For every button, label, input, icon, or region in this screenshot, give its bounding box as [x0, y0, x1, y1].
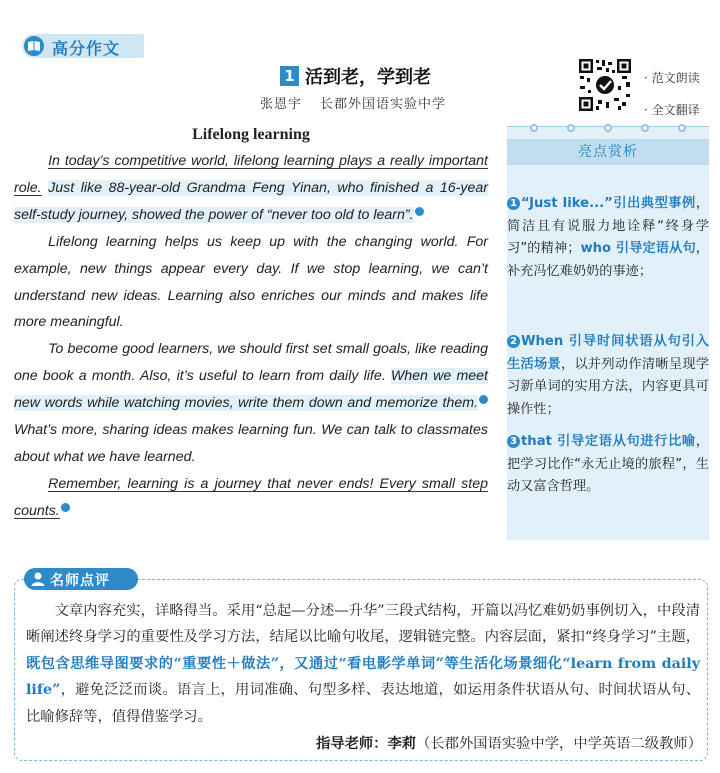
highlight-mark-3: 3 [61, 503, 70, 512]
ring-icon [530, 124, 538, 132]
ring-icon [678, 124, 686, 132]
highlight-item-key-2: who 引导定语从句 [580, 241, 696, 256]
highlight-item-key: “Just like...”引出典型事例 [521, 196, 696, 211]
highlight-item-number: 1 [507, 197, 520, 210]
highlight-item-1 [507, 193, 709, 283]
ring-icon [567, 124, 575, 132]
teacher-credit [316, 733, 702, 753]
comment-text-2: ，避免泛泛而谈。语言上，用词准确、句型多样、表达地道，如运用条件状语从句、时间状语从句、比喻修辞等，值得借鉴学习。 [26, 682, 700, 725]
highlight-item-key: When 引导时间状语从句引入生活场景 [507, 334, 709, 372]
author-school: 长郡外国语实验中学 [320, 97, 447, 112]
book-icon [22, 34, 46, 58]
highlight-item-text: ，把学习比作“永无止境的旅程”，生动又富含哲理。 [507, 434, 709, 494]
teacher-comment-text [26, 598, 700, 730]
essay-p3-end: What’s more, sharing ideas makes learning fun. We can talk to classmates about what we have learned. [14, 422, 488, 465]
teacher-info: （长郡外国语实验中学，中学英语二级教师） [416, 736, 702, 752]
essay-paragraph-3 [14, 336, 488, 471]
essay-paragraph-4 [14, 471, 488, 525]
essay-paragraph-1 [14, 148, 488, 229]
essay-title: Lifelong learning [192, 126, 310, 143]
highlight-item-number: 2 [507, 335, 520, 348]
comment-paragraph [26, 598, 700, 730]
article-number: 1 [280, 66, 299, 86]
article-title-row [280, 64, 431, 88]
ring-icon [641, 124, 649, 132]
essay-body [14, 148, 488, 525]
highlights-panel [507, 126, 709, 540]
section-badge [14, 31, 144, 59]
essay-conclusion: Remember, learning is a journey that never ends! Every small step counts. [14, 475, 488, 519]
comment-key-phrase: 既包含思维导图要求的“重要性＋做法”，又通过“看电影学单词”等生活化场景细化“learn from daily life” [26, 655, 700, 699]
author-name: 张恩宇 [260, 97, 303, 112]
highlight-item-key: that 引导定语从句进行比喻 [521, 434, 696, 449]
author-line [260, 93, 446, 112]
essay-paragraph-2: Lifelong learning helps us keep up with the changing world. For example, new things appear every day. If we stop learning, we can’t understand new ideas. Learning also enriches our minds and makes life more meaningful. [14, 233, 488, 331]
qr-links [644, 62, 700, 126]
comment-text-1: 文章内容充实，详略得当。采用“总起—分述—升华”三段式结构，开篇以冯忆难奶奶事例切入，中段清晰阐述终身学习的重要性及学习方法，结尾以比喻句收尾，逻辑链完整。内容层面，紧扣“终身学习”主题， [26, 603, 700, 646]
teacher-label: 指导老师： [315, 736, 388, 752]
qr-code-icon[interactable] [578, 58, 632, 112]
essay-highlight-2: When we meet new words while watching movies, write them down and memorize them. [14, 368, 488, 412]
essay-p3-start: To become good learners, we should first set small goals, like reading one book a month. Also, it’s useful to learn from daily life. [14, 341, 488, 385]
highlight-mark-2 [479, 395, 488, 404]
highlight-mark-1: 1 [415, 207, 424, 216]
highlights-heading: 亮点赏析 [507, 139, 709, 165]
teacher-comment-tag [14, 568, 138, 590]
essay-highlight-1: Just like 88-year-old Grandma Feng Yinan, who finished a 16-year self-study journey, showed the power of “never too old to learn”. [14, 179, 488, 223]
article-title: 活到老，学到老 [305, 67, 431, 88]
highlight-item-text-2: ，补充冯忆难奶奶的事迹； [507, 241, 709, 279]
qr-link-reading[interactable]: · 范文朗读 [644, 62, 700, 94]
comment-tag-label: 名师点评 [50, 573, 110, 589]
essay-topic-sentence: In today’s competitive world, lifelong learning plays a really important role. [14, 153, 488, 196]
highlight-item-3 [507, 431, 709, 499]
section-label: 高分作文 [52, 39, 121, 58]
qr-link-translation[interactable]: · 全文翻译 [644, 94, 700, 126]
highlight-item-2 [507, 331, 709, 421]
highlight-item-text: ，简洁且有说服力地诠释“终身学习”的精神； [507, 196, 709, 256]
binder-rings [507, 124, 709, 132]
teacher-name: 李莉 [387, 736, 417, 752]
highlight-item-number: 3 [507, 435, 520, 448]
teacher-icon [30, 571, 46, 587]
highlight-item-text: ，以并列动作清晰呈现学习新单词的实用方法，内容更具可操作性； [507, 356, 710, 417]
ring-icon [604, 124, 612, 132]
